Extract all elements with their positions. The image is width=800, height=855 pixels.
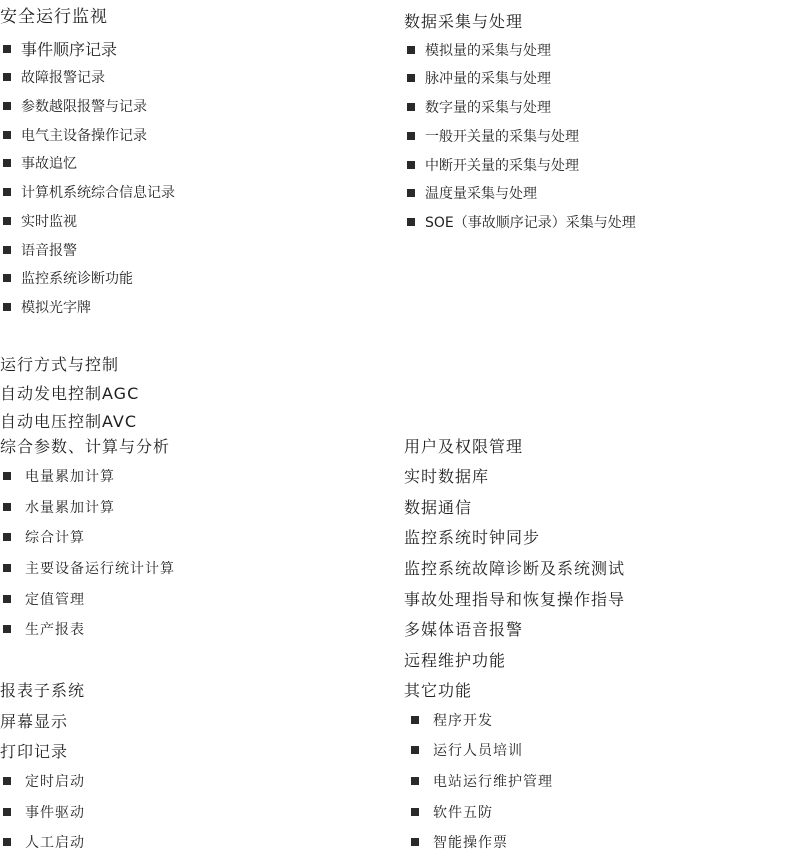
agc-heading: 自动发电控制AGC bbox=[0, 384, 140, 403]
report-item: 人工启动 bbox=[3, 832, 85, 852]
system-heading: 用户及权限管理 bbox=[404, 437, 524, 456]
system-heading: 监控系统故障诊断及系统测试 bbox=[404, 559, 626, 578]
acquisition-item: 一般开关量的采集与处理 bbox=[407, 126, 579, 146]
bullet-icon bbox=[3, 625, 11, 633]
avc-heading: 自动电压控制AVC bbox=[0, 412, 138, 431]
bullet-icon bbox=[411, 838, 419, 846]
monitoring-item: 监控系统诊断功能 bbox=[3, 268, 133, 288]
other-item: 运行人员培训 bbox=[411, 740, 523, 760]
bullet-icon bbox=[3, 503, 11, 511]
bullet-icon bbox=[3, 808, 11, 816]
monitoring-title: 安全运行监视 bbox=[0, 7, 108, 27]
bullet-icon bbox=[411, 808, 419, 816]
other-item: 智能操作票 bbox=[411, 832, 508, 852]
monitoring-item: 故障报警记录 bbox=[3, 67, 105, 87]
bullet-icon bbox=[407, 132, 415, 140]
monitoring-item: 模拟光字牌 bbox=[3, 297, 91, 317]
monitoring-item: 语音报警 bbox=[3, 240, 77, 260]
system-heading: 实时数据库 bbox=[404, 467, 490, 486]
monitoring-item: 实时监视 bbox=[3, 211, 77, 231]
report-heading: 报表子系统 bbox=[0, 681, 86, 700]
system-heading: 事故处理指导和恢复操作指导 bbox=[404, 590, 626, 609]
calculation-item: 生产报表 bbox=[3, 619, 85, 639]
bullet-icon bbox=[3, 472, 11, 480]
other-item: 电站运行维护管理 bbox=[411, 771, 553, 791]
bullet-icon bbox=[407, 103, 415, 111]
bullet-icon bbox=[3, 595, 11, 603]
bullet-icon bbox=[3, 188, 11, 196]
monitoring-item: 事件顺序记录 bbox=[3, 37, 117, 60]
bullet-icon bbox=[411, 746, 419, 754]
report-item: 定时启动 bbox=[3, 771, 85, 791]
screen-display-heading: 屏幕显示 bbox=[0, 712, 69, 731]
monitoring-item: 计算机系统综合信息记录 bbox=[3, 182, 175, 202]
acquisition-title: 数据采集与处理 bbox=[404, 12, 524, 31]
bullet-icon bbox=[3, 131, 11, 139]
bullet-icon bbox=[411, 716, 419, 724]
bullet-icon bbox=[407, 74, 415, 82]
control-heading: 运行方式与控制 bbox=[0, 355, 120, 374]
calculation-item: 主要设备运行统计计算 bbox=[3, 558, 175, 578]
bullet-icon bbox=[3, 838, 11, 846]
bullet-icon bbox=[3, 45, 11, 53]
acquisition-item: 数字量的采集与处理 bbox=[407, 97, 551, 117]
bullet-icon bbox=[3, 159, 11, 167]
system-heading: 远程维护功能 bbox=[404, 651, 507, 670]
calculation-item: 定值管理 bbox=[3, 589, 85, 609]
bullet-icon bbox=[3, 246, 11, 254]
bullet-icon bbox=[3, 217, 11, 225]
system-heading: 监控系统时钟同步 bbox=[404, 528, 541, 547]
acquisition-item: 温度量采集与处理 bbox=[407, 183, 537, 203]
acquisition-item: 模拟量的采集与处理 bbox=[407, 40, 551, 60]
monitoring-item: 电气主设备操作记录 bbox=[3, 125, 147, 145]
system-heading: 多媒体语音报警 bbox=[404, 620, 524, 639]
system-heading: 数据通信 bbox=[404, 498, 473, 517]
bullet-icon bbox=[3, 73, 11, 81]
monitoring-item: 参数越限报警与记录 bbox=[3, 96, 147, 116]
print-record-heading: 打印记录 bbox=[0, 742, 69, 761]
bullet-icon bbox=[407, 46, 415, 54]
calculation-item: 综合计算 bbox=[3, 527, 85, 547]
calculation-item: 电量累加计算 bbox=[3, 466, 115, 486]
bullet-icon bbox=[3, 303, 11, 311]
report-item: 事件驱动 bbox=[3, 802, 85, 822]
bullet-icon bbox=[407, 218, 415, 226]
calculation-item: 水量累加计算 bbox=[3, 497, 115, 517]
bullet-icon bbox=[411, 777, 419, 785]
other-item: 程序开发 bbox=[411, 710, 493, 730]
bullet-icon bbox=[407, 189, 415, 197]
bullet-icon bbox=[3, 533, 11, 541]
monitoring-item: 事故追忆 bbox=[3, 153, 77, 173]
acquisition-item: 脉冲量的采集与处理 bbox=[407, 68, 551, 88]
bullet-icon bbox=[3, 777, 11, 785]
bullet-icon bbox=[3, 274, 11, 282]
bullet-icon bbox=[3, 102, 11, 110]
acquisition-item: 中断开关量的采集与处理 bbox=[407, 155, 579, 175]
bullet-icon bbox=[3, 564, 11, 572]
calculation-title: 综合参数、计算与分析 bbox=[0, 437, 171, 456]
other-functions-heading: 其它功能 bbox=[404, 681, 473, 700]
bullet-icon bbox=[407, 161, 415, 169]
acquisition-item: SOE（事故顺序记录）采集与处理 bbox=[407, 212, 636, 232]
other-item: 软件五防 bbox=[411, 802, 493, 822]
